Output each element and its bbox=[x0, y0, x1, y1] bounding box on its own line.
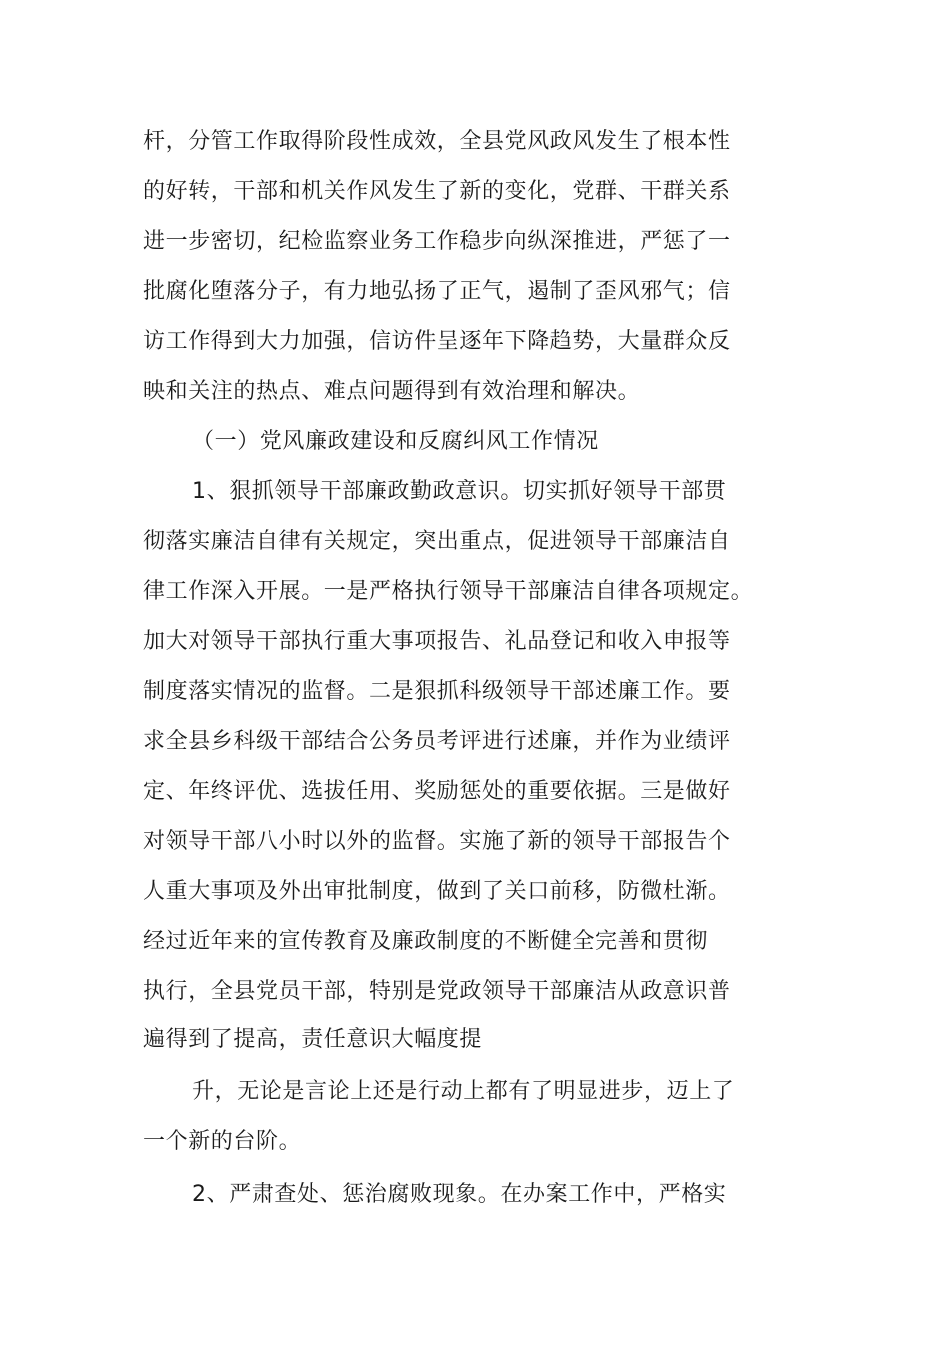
paragraph-line: 进一步密切，纪检监察业务工作稳步向纵深推进，严惩了一 bbox=[143, 229, 731, 254]
paragraph-line: 访工作得到大力加强，信访件呈逐年下降趋势，大量群众反 bbox=[143, 329, 731, 354]
paragraph-line: 对领导干部八小时以外的监督。实施了新的领导干部报告个 bbox=[143, 829, 731, 854]
paragraph-line: 彻落实廉洁自律有关规定，突出重点，促进领导干部廉洁自 bbox=[143, 529, 731, 554]
paragraph-line: 律工作深入开展。一是严格执行领导干部廉洁自律各项规定。 bbox=[143, 579, 754, 604]
paragraph-line: 遍得到了提高，责任意识大幅度提 bbox=[143, 1027, 483, 1052]
paragraph-line: 经过近年来的宣传教育及廉政制度的不断健全完善和贯彻 bbox=[143, 929, 709, 954]
section-heading: （一）党风廉政建设和反腐纠风工作情况 bbox=[192, 429, 599, 454]
paragraph-line: 映和关注的热点、难点问题得到有效治理和解决。 bbox=[143, 379, 641, 404]
paragraph-line: 的好转，干部和机关作风发生了新的变化，党群、干群关系 bbox=[143, 179, 731, 204]
paragraph-line: 一个新的台阶。 bbox=[143, 1129, 302, 1154]
paragraph-line: 1、狠抓领导干部廉政勤政意识。切实抓好领导干部贯 bbox=[192, 479, 727, 504]
paragraph-line: 升，无论是言论上还是行动上都有了明显进步，迈上了 bbox=[192, 1079, 735, 1104]
paragraph-line: 人重大事项及外出审批制度，做到了关口前移，防微杜渐。 bbox=[143, 879, 731, 904]
paragraph-line: 2、严肃查处、惩治腐败现象。在办案工作中，严格实 bbox=[192, 1182, 727, 1207]
paragraph-line: 制度落实情况的监督。二是狠抓科级领导干部述廉工作。要 bbox=[143, 679, 731, 704]
paragraph-line: 求全县乡科级干部结合公务员考评进行述廉，并作为业绩评 bbox=[143, 729, 731, 754]
paragraph-line: 定、年终评优、选拔任用、奖励惩处的重要依据。三是做好 bbox=[143, 779, 731, 804]
paragraph-line: 执行，全县党员干部，特别是党政领导干部廉洁从政意识普 bbox=[143, 979, 731, 1004]
paragraph-line: 加大对领导干部执行重大事项报告、礼品登记和收入申报等 bbox=[143, 629, 731, 654]
paragraph-line: 批腐化堕落分子，有力地弘扬了正气，遏制了歪风邪气；信 bbox=[143, 279, 731, 304]
paragraph-line: 杆，分管工作取得阶段性成效，全县党风政风发生了根本性 bbox=[143, 129, 731, 154]
